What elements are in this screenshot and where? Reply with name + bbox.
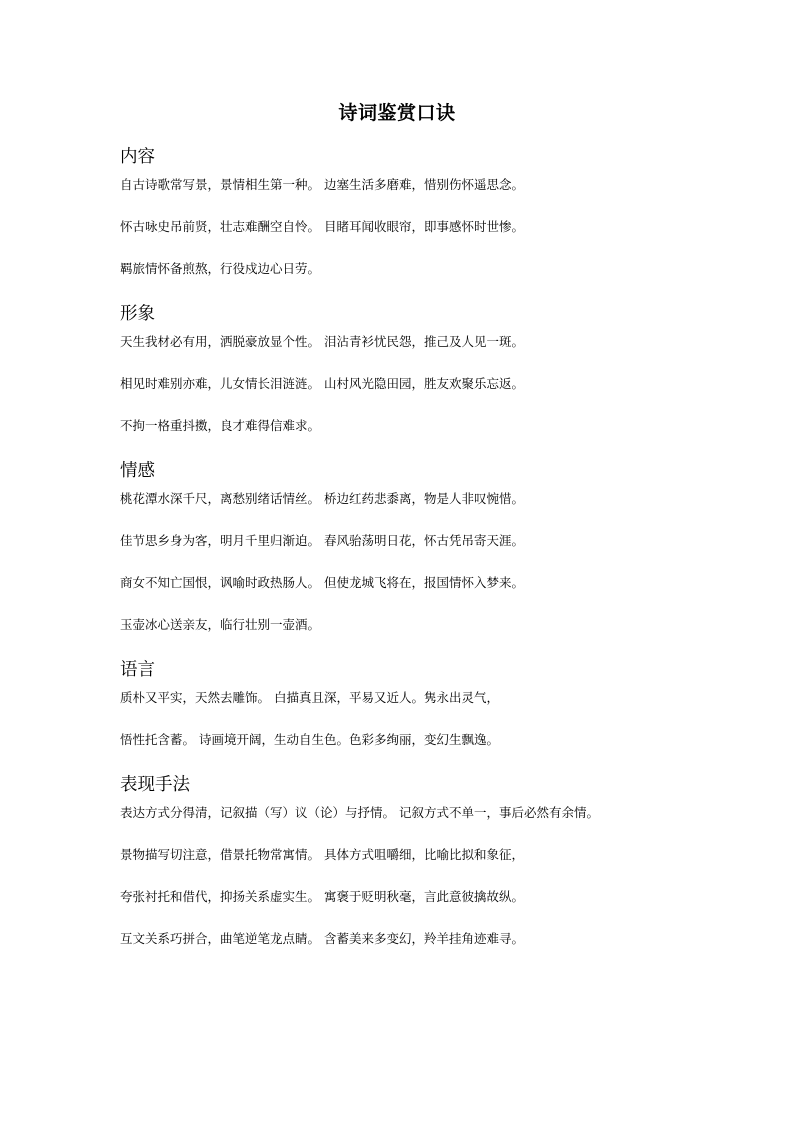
verse-line: 夸张衬托和借代，抑扬关系虚实生。 寓褒于贬明秋毫，言此意彼擒故纵。 [120, 889, 524, 904]
verse-line: 表达方式分得清，记叙描（写）议（论）与抒情。 记叙方式不单一，事后必然有余情。 [120, 805, 599, 820]
section-image [120, 300, 740, 434]
section-heading: 内容 [120, 147, 155, 167]
section-heading: 语言 [120, 660, 155, 680]
section-emotion [120, 457, 740, 633]
verse-line: 佳节思乡身为客，明月千里归渐迫。 春风骀荡明日花，怀古凭吊寄天涯。 [120, 533, 524, 548]
verse-line: 商女不知亡国恨，讽喻时政热肠人。 但使龙城飞将在，报国情怀入梦来。 [120, 575, 524, 590]
section-heading: 情感 [120, 461, 155, 481]
section-heading: 表现手法 [120, 775, 190, 795]
verse-line: 羁旅情怀备煎熬，行役戍边心日劳。 [120, 261, 321, 276]
document-title: 诗词鉴赏口诀 [338, 102, 456, 124]
verse-line: 天生我材必有用，洒脱豪放显个性。 泪沾青衫忧民怨，推己及人见一斑。 [120, 334, 524, 349]
section-content [120, 143, 740, 277]
verse-line: 自古诗歌常写景，景情相生第一种。 边塞生活多磨难，惜别伤怀遥思念。 [120, 177, 524, 192]
section-language [120, 656, 740, 748]
verse-line: 质朴又平实，天然去雕饰。 白描真且深，平易又近人。隽永出灵气， [120, 690, 499, 705]
verse-line: 桃花潭水深千尺，离愁别绪话情丝。 桥边红药悲黍离，物是人非叹惋惜。 [120, 491, 524, 506]
verse-line: 怀古咏史吊前贤，壮志难酬空自怜。 目睹耳闻收眼帘，即事感怀时世惨。 [120, 219, 524, 234]
verse-line: 玉壶冰心送亲友，临行壮别一壶酒。 [120, 617, 321, 632]
section-techniques [120, 771, 740, 947]
verse-line: 景物描写切注意，借景托物常寓情。 具体方式咀嚼细，比喻比拟和象征， [120, 847, 524, 862]
verse-line: 相见时难别亦难，儿女情长泪涟涟。 山村风光隐田园，胜友欢聚乐忘返。 [120, 376, 524, 391]
verse-line: 悟性托含蓄。 诗画境开阔，生动自生色。色彩多绚丽，变幻生飘逸。 [120, 732, 499, 747]
verse-line: 互文关系巧拼合，曲笔逆笔龙点睛。 含蓄美来多变幻，羚羊挂角迹难寻。 [120, 931, 524, 946]
section-heading: 形象 [120, 304, 155, 324]
verse-line: 不拘一格重抖擞，良才难得信难求。 [120, 418, 321, 433]
document-body [120, 143, 740, 970]
